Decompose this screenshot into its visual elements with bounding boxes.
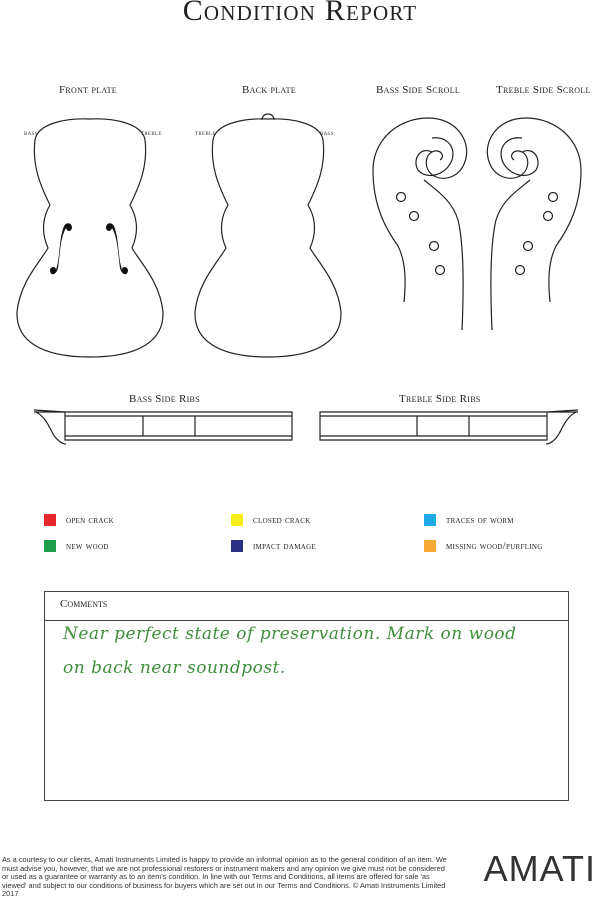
front-plate-outline	[17, 119, 163, 357]
bass-peg-hole-3	[430, 242, 439, 251]
legend-swatch	[424, 514, 436, 526]
legend-missing-wood-purfling: missing wood/purfling	[424, 540, 543, 552]
bass-side-scroll-label: Bass Side Scroll	[376, 84, 461, 96]
front-bass-label: bass	[24, 129, 38, 137]
f-hole-right	[106, 223, 128, 274]
comment-line-1: Near perfect state of preservation. Mark on wood	[63, 624, 517, 644]
front-plate-label: Front plate	[59, 84, 117, 96]
treble-peg-hole-4	[516, 266, 525, 275]
bass-peg-hole-4	[436, 266, 445, 275]
brand-logo: AMATI	[483, 848, 596, 889]
front-treble-label: treble	[141, 129, 162, 137]
legend-swatch	[44, 514, 56, 526]
legend-swatch	[231, 540, 243, 552]
f-hole-left	[50, 223, 72, 274]
legend-swatch	[44, 540, 56, 552]
comment-line-2: on back near soundpost.	[63, 658, 286, 678]
treble-side-ribs-label: Treble Side Ribs	[399, 393, 481, 405]
legend-swatch	[424, 540, 436, 552]
legend-open-crack: open crack	[44, 514, 114, 526]
comments-heading: Comments	[60, 598, 108, 610]
back-plate-outline	[195, 119, 341, 357]
treble-ribs-outline	[320, 410, 578, 444]
disclaimer-text: As a courtesy to our clients, Amati Instruments Limited is happy to provide an informal opinion as to the general condition of an item. We must advise you, however, that we are not professional restorers or instrument makers and any opinion we give must not be considered or used as a guarantee or warranty as to an item's condition. In line with our Terms and Conditions, all items are offered for sale 'as viewed' and subject to our conditions of business for buyers which are set out in our Terms and Conditions. © Amati Instruments Limited 2017	[2, 855, 447, 899]
bass-peg-hole-2	[410, 212, 419, 221]
bass-side-ribs-label: Bass Side Ribs	[129, 393, 200, 405]
treble-peg-hole-3	[524, 242, 533, 251]
legend-impact-damage: impact damage	[231, 540, 316, 552]
comments-header	[45, 592, 568, 621]
bass-peg-hole-1	[397, 193, 406, 202]
back-plate-label: Back plate	[242, 84, 296, 96]
legend-traces-of-worm: traces of worm	[424, 514, 514, 526]
treble-peg-hole-1	[549, 193, 558, 202]
treble-peg-hole-2	[544, 212, 553, 221]
treble-side-scroll-label: Treble Side Scroll	[496, 84, 591, 96]
back-bass-label: bass	[320, 129, 334, 137]
legend-closed-crack: closed crack	[231, 514, 311, 526]
bass-ribs-outline	[34, 410, 292, 444]
page-title: Condition Report	[182, 0, 418, 27]
legend-new-wood: new wood	[44, 540, 109, 552]
back-treble-label: treble	[195, 129, 216, 137]
comments-box	[44, 591, 569, 801]
legend-swatch	[231, 514, 243, 526]
